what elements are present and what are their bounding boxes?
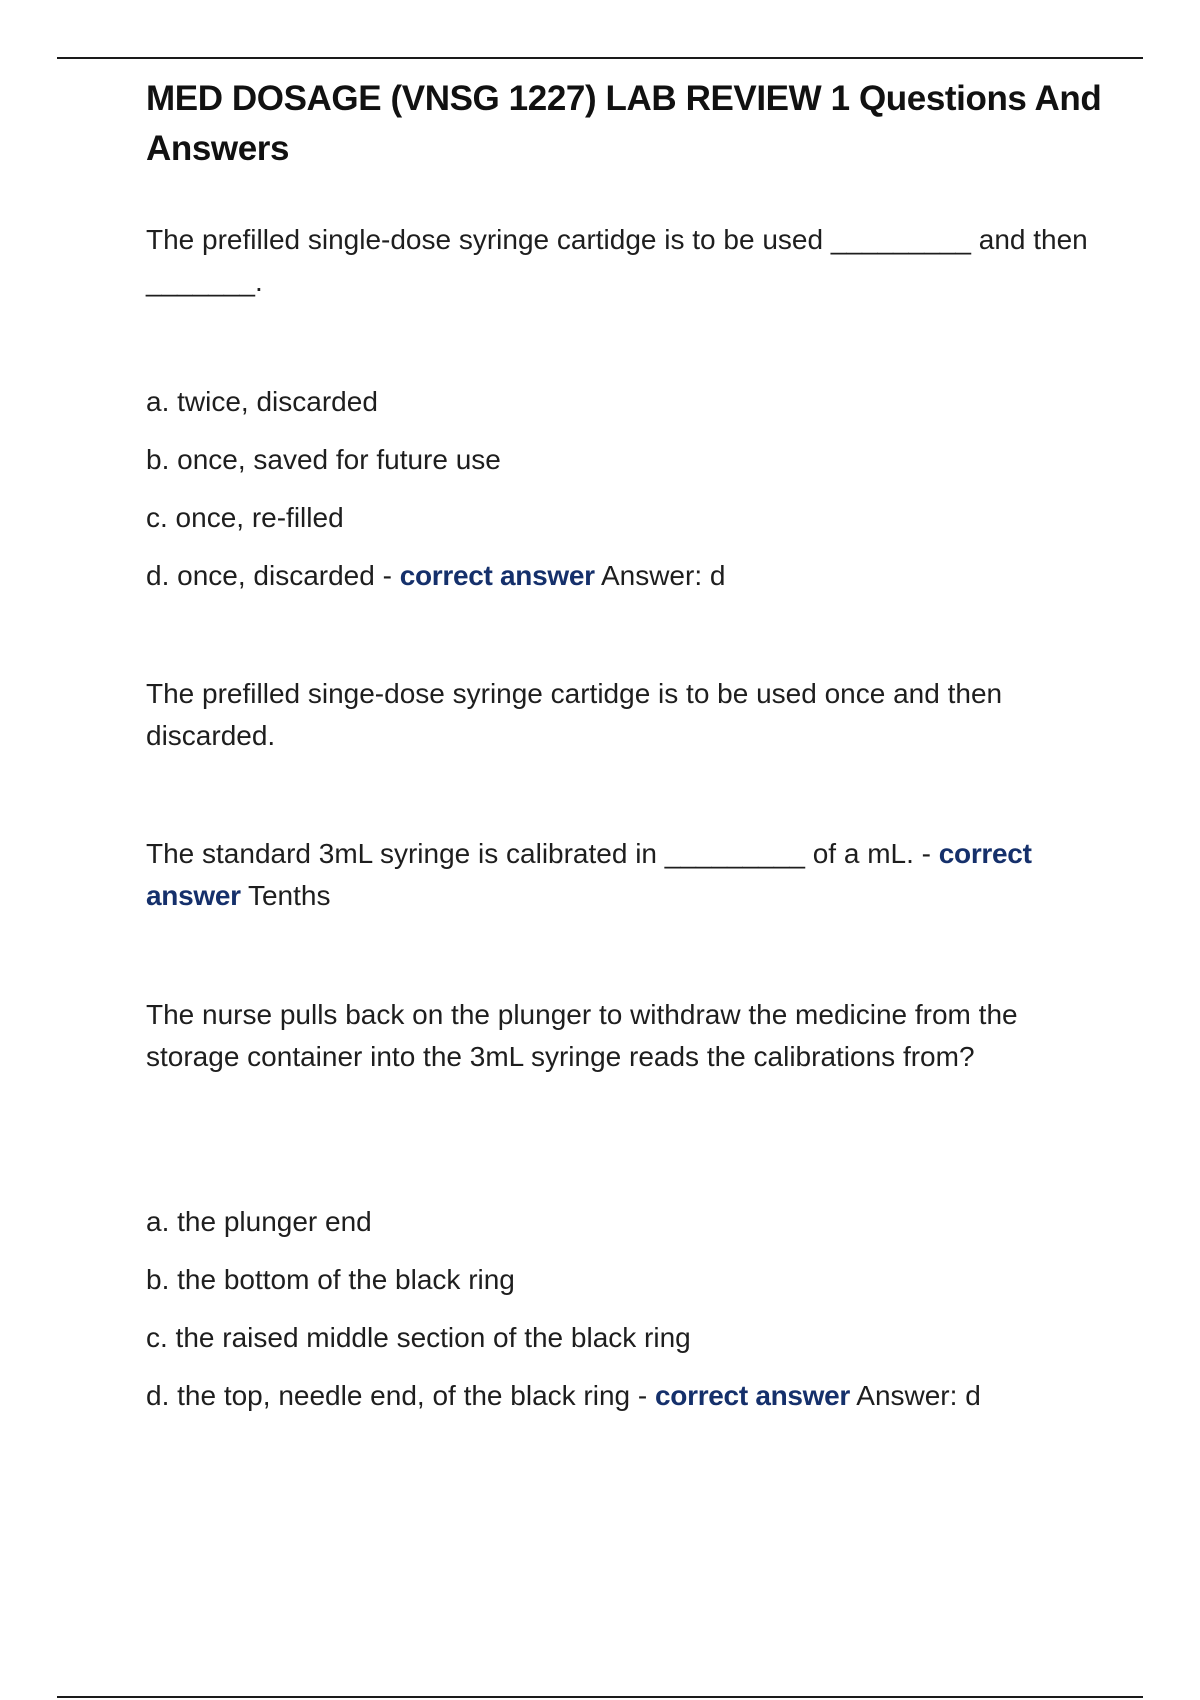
q2-block [146, 833, 1096, 917]
q1-correct-answer-label: correct answer [399, 560, 595, 591]
q3-correct-answer-label: correct answer [655, 1380, 851, 1411]
q3-option-b: b. the bottom of the black ring [146, 1264, 515, 1295]
q2-question: The standard 3mL syringe is calibrated in _________ of a mL. - [146, 838, 939, 869]
q2-answer: Tenths [240, 880, 331, 911]
q3-answer: Answer: d [850, 1380, 981, 1411]
q1-answer: Answer: d [594, 560, 726, 591]
q3-question: The nurse pulls back on the plunger to withdraw the medicine from the storage container into the 3mL syringe reads the calibrations from? [146, 999, 1018, 1072]
q1-option-a: a. twice, discarded [146, 386, 378, 417]
q3-option-d-line [146, 1375, 981, 1417]
q2-correct-answer-label: correct answer [146, 838, 1032, 911]
top-rule [57, 57, 1143, 59]
q3-option-d: d. the top, needle end, of the black ring - [146, 1380, 656, 1411]
q1-option-c: c. once, re-filled [146, 502, 344, 533]
document-title: MED DOSAGE (VNSG 1227) LAB REVIEW 1 Questions And Answers [146, 79, 1102, 168]
q3-option-c: c. the raised middle section of the black ring [146, 1322, 691, 1353]
q1-explanation: The prefilled singe-dose syringe cartidge is to be used once and then discarded. [146, 678, 1003, 751]
q1-question: The prefilled single-dose syringe cartidge is to be used _________ and then _______. [146, 224, 1088, 297]
q1-option-d-line [146, 555, 725, 597]
q3-option-a: a. the plunger end [146, 1206, 372, 1237]
q1-option-b: b. once, saved for future use [146, 444, 501, 475]
bottom-rule [57, 1696, 1143, 1698]
q1-option-d: d. once, discarded - [146, 560, 400, 591]
